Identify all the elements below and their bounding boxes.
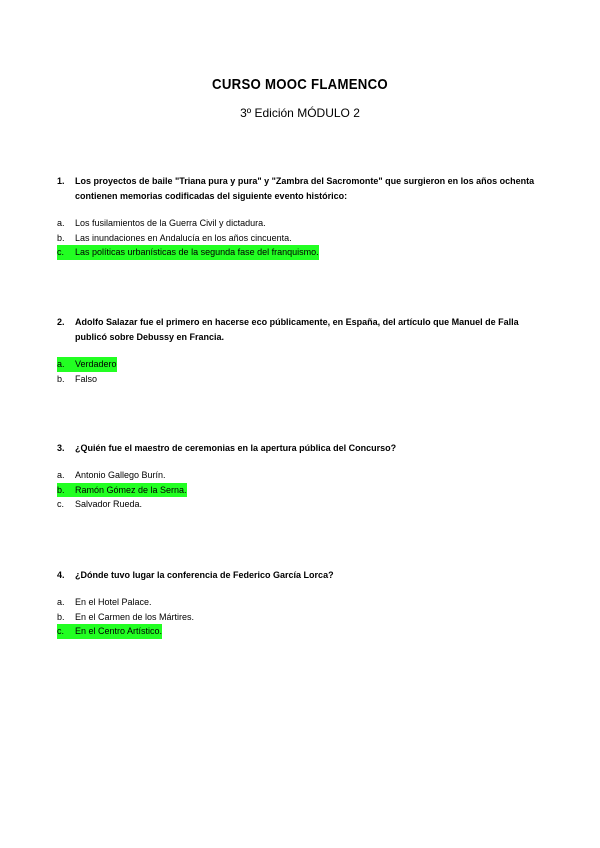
option-a	[57, 595, 537, 610]
option-a	[57, 468, 537, 483]
option-text: En el Hotel Palace.	[75, 597, 152, 607]
options-list	[57, 357, 537, 386]
question-4-stem	[57, 568, 537, 583]
question-text: Los proyectos de baile "Triana pura y pura" y "Zambra del Sacromonte" que surgieron en los años ochenta contienen memorias codificadas del siguiente evento histórico:	[75, 176, 535, 201]
option-b	[57, 372, 537, 387]
question-text: Adolfo Salazar fue el primero en hacerse eco públicamente, en España, del artículo que Manuel de Falla publicó sobre Debussy en Francia.	[75, 317, 519, 342]
option-letter: a.	[57, 357, 75, 372]
option-c-correct	[57, 245, 537, 260]
option-letter: b.	[57, 232, 65, 243]
option-letter: a.	[57, 218, 65, 228]
question-number: 2.	[57, 317, 65, 327]
question-3-stem	[57, 441, 537, 456]
options-list	[57, 595, 537, 639]
option-letter: b.	[57, 483, 75, 498]
option-text: Las inundaciones en Andalucía en los años cincuenta.	[75, 232, 292, 243]
option-letter: c.	[57, 245, 75, 260]
option-text: En el Carmen de los Mártires.	[75, 611, 195, 622]
question-3	[57, 441, 537, 512]
question-2-stem	[57, 315, 537, 345]
option-letter: a.	[57, 597, 65, 607]
question-2	[57, 315, 537, 386]
question-4	[57, 568, 537, 639]
option-text: Verdadero	[75, 357, 117, 372]
option-b	[57, 231, 537, 246]
document-title: CURSO MOOC FLAMENCO	[212, 76, 388, 93]
option-b	[57, 610, 537, 625]
question-text: ¿Dónde tuvo lugar la conferencia de Federico García Lorca?	[75, 570, 334, 580]
options-list	[57, 468, 537, 512]
question-number: 1.	[57, 176, 65, 186]
question-number: 3.	[57, 443, 65, 453]
question-text: ¿Quién fue el maestro de ceremonias en la apertura pública del Concurso?	[75, 443, 397, 453]
document-subtitle: 3º Edición MÓDULO 2	[240, 106, 360, 120]
option-text: Las políticas urbanísticas de la segunda fase del franquismo.	[75, 245, 319, 260]
option-a	[57, 216, 537, 231]
options-list	[57, 216, 537, 260]
option-letter: c.	[57, 499, 65, 509]
option-text: Antonio Gallego Burín.	[75, 470, 166, 480]
option-c-correct	[57, 624, 537, 639]
question-1	[57, 174, 537, 260]
option-text: En el Centro Artístico.	[75, 624, 162, 639]
question-1-stem	[57, 174, 537, 204]
option-letter: b.	[57, 611, 65, 622]
option-text: Falso	[75, 373, 98, 384]
question-number: 4.	[57, 570, 65, 580]
option-letter: b.	[57, 373, 65, 384]
option-c	[57, 497, 537, 512]
option-text: Ramón Gómez de la Serna.	[75, 483, 187, 498]
option-b-correct	[57, 483, 537, 498]
option-text: Los fusilamientos de la Guerra Civil y dictadura.	[75, 218, 266, 228]
option-text: Salvador Rueda.	[75, 499, 143, 509]
option-letter: a.	[57, 470, 65, 480]
option-letter: c.	[57, 624, 75, 639]
option-a-correct	[57, 357, 537, 372]
